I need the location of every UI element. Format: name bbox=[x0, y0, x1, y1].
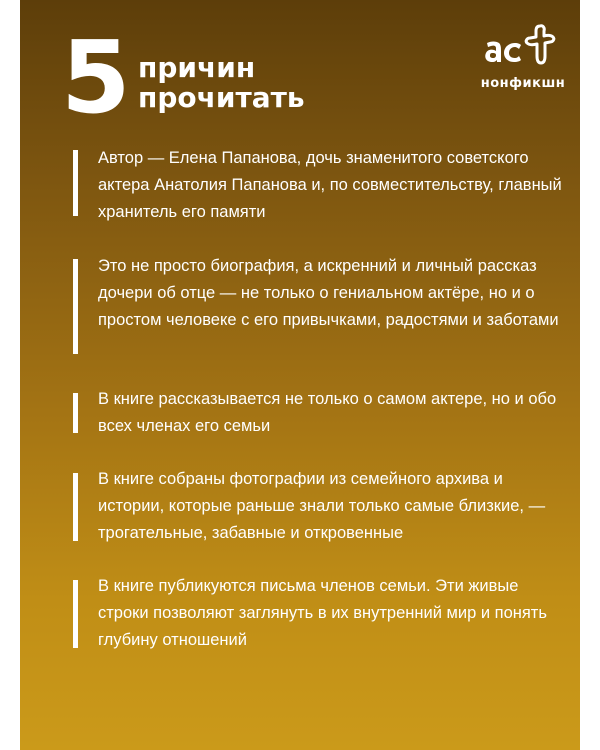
reason-bar-4 bbox=[73, 473, 78, 541]
title-line-2: прочитать bbox=[138, 81, 305, 114]
reason-bar-5 bbox=[73, 580, 78, 648]
promo-card bbox=[20, 0, 580, 750]
reason-bar-2 bbox=[73, 259, 78, 354]
reason-item-5: В книге публикуются письма членов семьи. Эти живые строки позволяют заглянуть в их внутренний мир и понять глубину отношений bbox=[98, 577, 547, 649]
reason-item-4: В книге собраны фотографии из семейного архива и истории, которые раньше знали только самые близкие, — трогательные, забавные и откровенные bbox=[98, 470, 546, 542]
reason-item-1: Автор — Елена Папанова, дочь знаменитого советского актера Анатолия Папанова и, по совместительству, главный хранитель его памяти bbox=[98, 149, 562, 221]
reason-bar-1 bbox=[73, 150, 78, 216]
reason-bar-3 bbox=[73, 393, 78, 433]
reasons-count: 5 bbox=[61, 19, 131, 136]
reason-item-3: В книге рассказывается не только о самом актере, но и обо всех членах его семьи bbox=[98, 390, 557, 435]
ast-nonfiction-logo bbox=[478, 22, 568, 94]
title-line-1: причин bbox=[138, 51, 256, 84]
page-title bbox=[138, 53, 305, 113]
logo-label: нонфикшн bbox=[480, 76, 566, 91]
ast-logo-mark-icon bbox=[478, 22, 568, 80]
reason-item-2: Это не просто биография, а искренний и личный рассказ дочери об отце — не только о гениальном актёре, но и о простом человеке с его привычками, радостями и заботами bbox=[98, 257, 559, 329]
